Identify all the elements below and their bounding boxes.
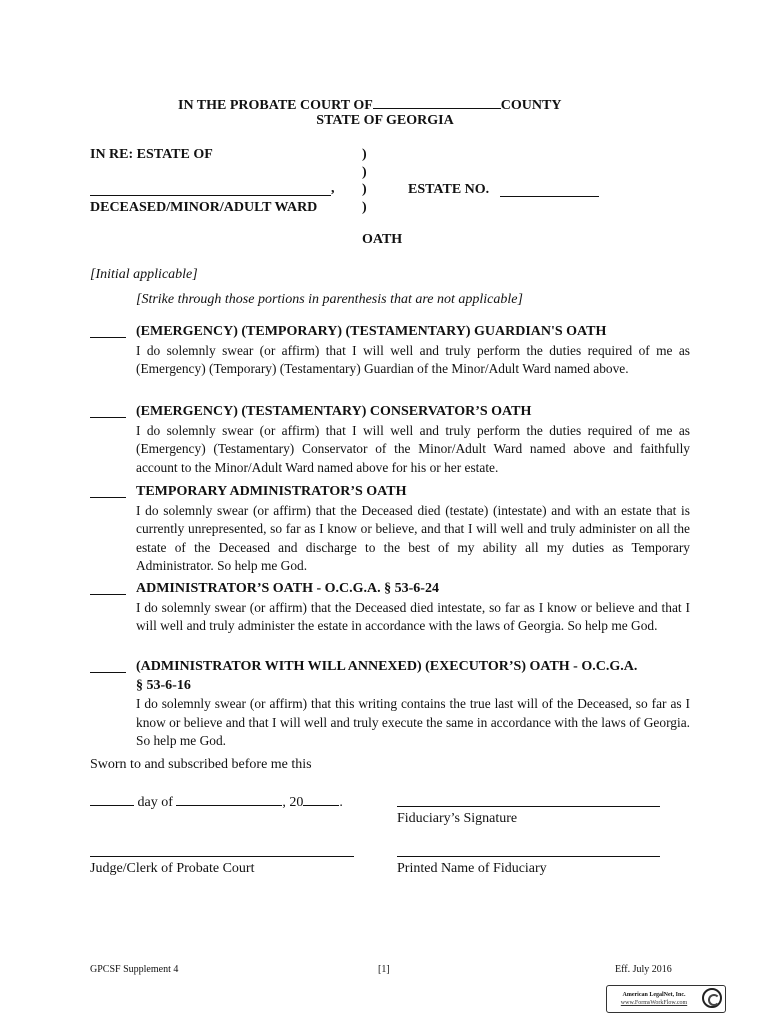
initial-instruction: [Initial applicable] (90, 267, 198, 282)
badge-company: American LegalNet, Inc. (622, 992, 686, 998)
publisher-logo-icon (702, 988, 722, 1008)
initial-line[interactable] (90, 594, 126, 595)
estate-no-line[interactable] (500, 196, 599, 197)
section-heading-continued: § 53-6-16 (136, 678, 191, 693)
initial-line[interactable] (90, 497, 126, 498)
caption-comma: , (331, 181, 335, 196)
caption-paren-3: ) (362, 182, 367, 197)
strike-instruction: [Strike through those portions in parenthesis that are not applicable] (136, 292, 523, 307)
party-label: DECEASED/MINOR/ADULT WARD (90, 200, 318, 215)
badge-url[interactable]: www.FormsWorkFlow.com (620, 1000, 688, 1006)
initial-line[interactable] (90, 417, 126, 418)
oath-section-administrator (90, 581, 690, 636)
month-blank[interactable] (176, 792, 282, 806)
oath-section-guardian (90, 324, 690, 379)
estate-no-label: ESTATE NO. (408, 182, 490, 197)
effective-date: Eff. July 2016 (615, 964, 672, 975)
estate-name-line[interactable] (90, 195, 331, 196)
section-body: I do solemnly swear (or affirm) that the Deceased died (testate) (intestate) and with an estate that is currently unrepresented, so far as I know or believe, and that I will well and truly administer on all the estate of the Deceased and discharge to the best of my ability all my duties as Temporary Administrator. So help me God. (136, 503, 690, 574)
document-title: OATH (362, 232, 403, 247)
county-blank[interactable] (373, 95, 501, 109)
caption-paren-4: ) (362, 200, 367, 215)
oath-section-temporary-administrator (90, 484, 690, 576)
printed-name-line[interactable] (397, 856, 660, 857)
court-prefix: IN THE PROBATE COURT OF (178, 98, 373, 113)
caption-paren-2: ) (362, 165, 367, 180)
fiduciary-signature-label: Fiduciary’s Signature (397, 811, 518, 826)
form-id: GPCSF Supplement 4 (90, 964, 179, 975)
section-heading: (EMERGENCY) (TESTAMENTARY) CONSERVATOR’S OATH (136, 404, 532, 419)
date-period: . (339, 795, 343, 810)
section-heading: (ADMINISTRATOR WITH WILL ANNEXED) (EXECUTOR’S) OATH - O.C.G.A. (136, 659, 638, 674)
section-body: I do solemnly swear (or affirm) that I will well and truly perform the duties required of me as (Emergency) (Testamentary) Conservator of the Minor/Adult Ward named above and faithfully account to the Minor/Adult Ward named above for his or her estate. (136, 423, 690, 475)
page-number: [1] (378, 964, 390, 975)
judge-clerk-label: Judge/Clerk of Probate Court (90, 861, 255, 876)
year-blank[interactable] (303, 792, 339, 806)
judge-signature-line[interactable] (90, 856, 354, 857)
court-suffix: COUNTY (500, 98, 562, 113)
day-blank[interactable] (90, 792, 134, 806)
court-heading (178, 95, 561, 114)
section-body: I do solemnly swear (or affirm) that the Deceased died intestate, so far as I know or believe and that I will well and truly administer the estate in accordance with the laws of Georgia. So help me God. (136, 600, 690, 634)
year-prefix: , 20 (282, 795, 304, 810)
oath-section-conservator (90, 404, 690, 477)
fiduciary-signature-line[interactable] (397, 806, 660, 807)
oath-section-executor (90, 659, 690, 751)
printed-name-label: Printed Name of Fiduciary (397, 861, 547, 876)
publisher-badge (606, 985, 726, 1013)
sworn-statement: Sworn to and subscribed before me this (90, 757, 312, 772)
initial-line[interactable] (90, 672, 126, 673)
in-re-label: IN RE: ESTATE OF (90, 147, 213, 162)
initial-line[interactable] (90, 337, 126, 338)
section-heading: (EMERGENCY) (TEMPORARY) (TESTAMENTARY) GUARDIAN'S OATH (136, 324, 607, 339)
state-heading: STATE OF GEORGIA (316, 113, 454, 128)
caption-paren-1: ) (362, 147, 367, 162)
section-heading: ADMINISTRATOR’S OATH - O.C.G.A. § 53-6-24 (136, 581, 439, 596)
section-body: I do solemnly swear (or affirm) that I will well and truly perform the duties required of me as (Emergency) (Temporary) (Testamentary) Guardian of the Minor/Adult Ward named above. (136, 343, 690, 377)
day-of-label: day of (137, 795, 173, 810)
section-body: I do solemnly swear (or affirm) that this writing contains the true last will of the Deceased, so far as I know or believe and that I will well and truly execute the same in accordance with the laws of Georgia. So help me God. (136, 696, 690, 749)
date-line (90, 792, 343, 811)
section-heading: TEMPORARY ADMINISTRATOR’S OATH (136, 484, 407, 499)
